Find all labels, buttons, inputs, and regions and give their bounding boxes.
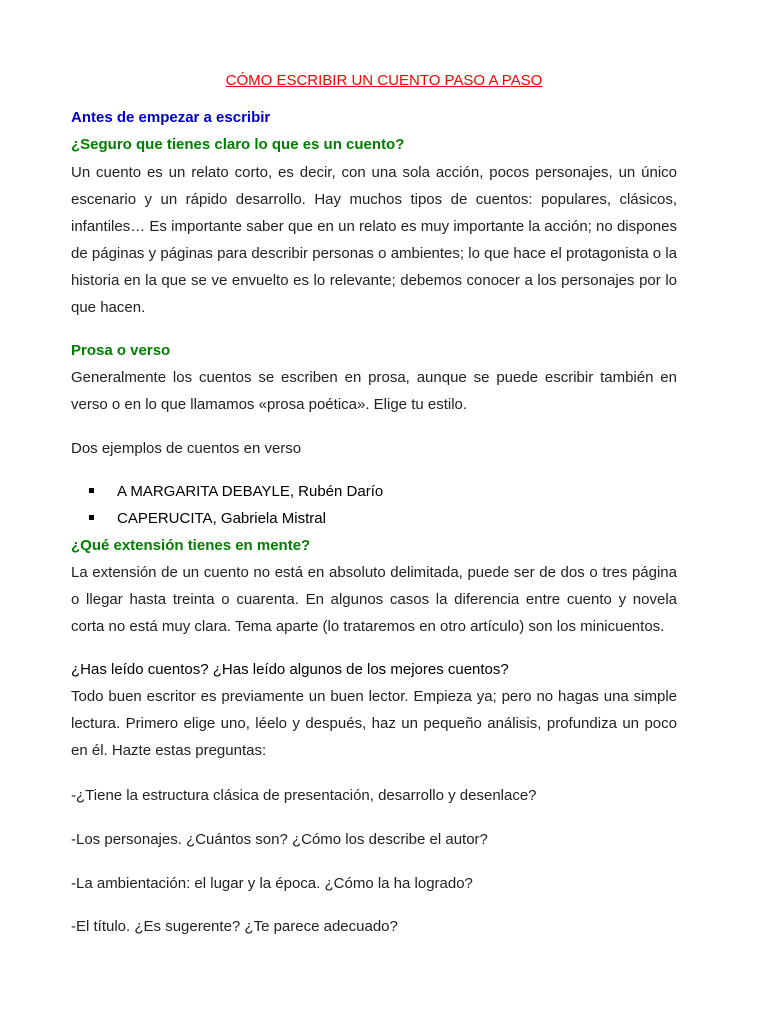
question-title: -El título. ¿Es sugerente? ¿Te parece adecuado? [71,918,398,935]
bullet-square-icon [89,488,94,493]
section-heading-have-you-read: ¿Has leído cuentos? ¿Has leído algunos de los mejores cuentos? [71,661,509,678]
list-item [117,510,326,527]
paragraph-what-is-story: Un cuento es un relato corto, es decir, con una sola acción, pocos personajes, un único escenario y un rápido desarrollo. Hay muchos tipos de cuentos: populares, clásicos, infantiles… Es importante saber que en un relato es muy importante la acción; no dispones de páginas y páginas para describir personas o ambientes; lo que hace el protagonista o la historia en la que se ve envuelto es lo relevante; debemos conocer a los personajes por lo que hacen. [71,164,677,316]
examples-intro: Dos ejemplos de cuentos en verso [71,440,302,457]
paragraph-prose-or-verse: Generalmente los cuentos se escriben en prosa, aunque se puede escribir también en verso o en lo que llamamos «prosa poética». Elige tu estilo. [71,369,677,413]
question-structure: -¿Tiene la estructura clásica de presentación, desarrollo y desenlace? [71,787,537,804]
question-setting: -La ambientación: el lugar y la época. ¿Cómo la ha logrado? [71,875,473,892]
list-item-label: CAPERUCITA, Gabriela Mistral [117,510,326,527]
bullet-square-icon [89,515,94,520]
paragraph-good-reader: Todo buen escritor es previamente un buen lector. Empieza ya; pero no hagas una simple lectura. Primero elige uno, léelo y después, haz un pequeño análisis, profundiza un poco en él. Hazte estas preguntas: [71,688,677,759]
list-item-label: A MARGARITA DEBAYLE, Rubén Darío [117,483,384,500]
section-heading-length: ¿Qué extensión tienes en mente? [71,537,311,554]
question-characters: -Los personajes. ¿Cuántos son? ¿Cómo los describe el autor? [71,831,488,848]
section-question-what-is-story: ¿Seguro que tienes claro lo que es un cuento? [71,136,405,153]
document-title: CÓMO ESCRIBIR UN CUENTO PASO A PASO [225,72,543,89]
paragraph-length: La extensión de un cuento no está en absoluto delimitada, puede ser de dos o tres página o llegar hasta treinta o cuarenta. En algunos casos la diferencia entre cuento y novela corta no está muy clara. Tema aparte (lo trataremos en otro artículo) son los minicuentos. [71,564,677,635]
list-item [117,483,383,500]
section-heading-prose-or-verse: Prosa o verso [71,342,171,359]
section-heading-before-writing: Antes de empezar a escribir [71,109,271,126]
